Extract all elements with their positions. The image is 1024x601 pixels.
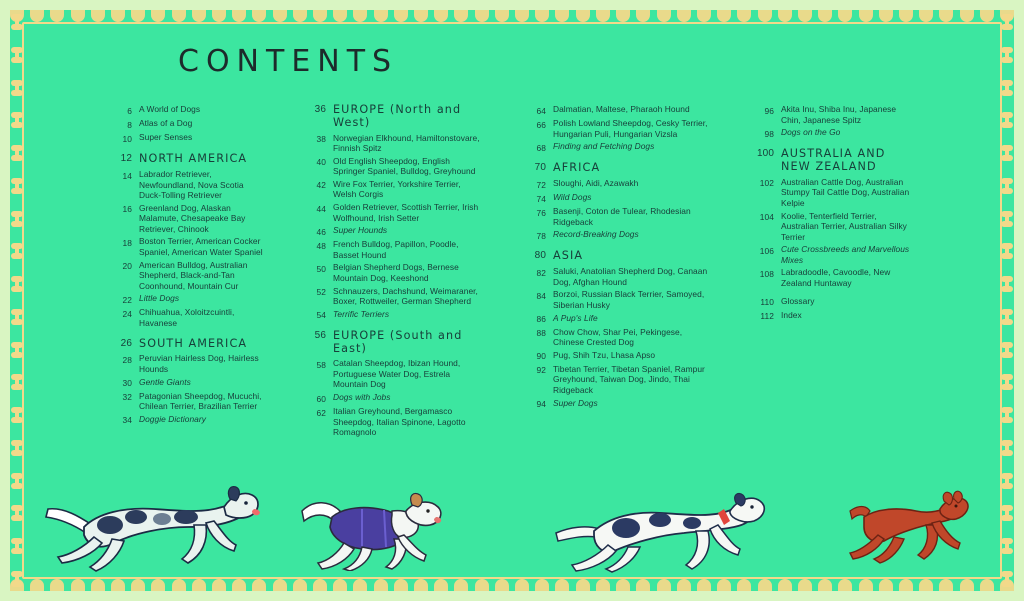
toc-entry[interactable] [112, 377, 264, 389]
toc-entry-label: Koolie, Tenterfield Terrier, Australian Terrier, Australian Silky Terrier [781, 210, 907, 242]
toc-entry-label: Norwegian Elkhound, Hamiltonstovare, Finnish Spitz [333, 132, 480, 154]
toc-page-number: 76 [536, 207, 546, 218]
great-dane-running-illustration [36, 473, 266, 573]
toc-entry[interactable] [526, 192, 712, 204]
toc-entry[interactable] [754, 244, 914, 265]
toc-entry[interactable] [526, 104, 712, 116]
toc-page-number: 82 [536, 267, 546, 278]
toc-page-number: 28 [122, 354, 132, 365]
toc-entry-label: American Bulldog, Australian Shepherd, Black-and-Tan Coonhound, Mountain Cur [139, 259, 248, 291]
toc-page-number: 62 [316, 407, 326, 418]
toc-entry[interactable] [526, 178, 712, 190]
toc-entry[interactable] [526, 118, 712, 139]
toc-page-number: 6 [127, 105, 132, 116]
toc-page-number: 22 [122, 294, 132, 305]
toc-entry[interactable] [754, 211, 914, 243]
toc-entry-label: Golden Retriever, Scottish Terrier, Irish Wolfhound, Irish Setter [333, 202, 479, 223]
toc-page-number: 90 [536, 351, 546, 362]
toc-entry[interactable] [526, 350, 712, 362]
toc-section-label: EUROPE (South and East) [333, 328, 463, 355]
toc-entry[interactable] [112, 391, 264, 412]
toc-entry-label: Akita Inu, Shiba Inu, Japanese Chin, Japanese Spitz [781, 104, 897, 125]
contents-columns [112, 104, 930, 440]
toc-page-number: 30 [122, 378, 132, 389]
toc-section-label: EUROPE (North and West) [333, 103, 462, 129]
toc-section-heading[interactable] [754, 148, 914, 174]
toc-page-number: 78 [536, 230, 546, 241]
toc-entry-label: Terrific Terriers [333, 308, 390, 319]
toc-entry[interactable] [306, 309, 484, 321]
toc-section-label: AUSTRALIA AND NEW ZEALAND [781, 147, 886, 173]
toc-page-number: 94 [536, 399, 546, 410]
toc-page-number: 72 [536, 179, 546, 190]
toc-page-number: 102 [759, 178, 774, 189]
border-scallops-bottom [10, 579, 1014, 591]
toc-section-heading[interactable] [112, 153, 264, 166]
toc-page-number: 50 [316, 263, 326, 274]
toc-entry-label: Gentle Giants [139, 376, 191, 387]
toc-page-number: 64 [536, 105, 546, 116]
greyhound-running-illustration [552, 483, 772, 573]
toc-page-number: 20 [122, 261, 132, 272]
toc-entry[interactable] [306, 133, 484, 154]
toc-entry-label: Wire Fox Terrier, Yorkshire Terrier, Welsh Corgis [333, 178, 461, 200]
toc-page-number: 68 [536, 142, 546, 153]
toc-entry[interactable] [754, 127, 914, 139]
toc-page-number: 88 [536, 328, 546, 339]
toc-page-number: 36 [314, 104, 326, 115]
contents-column-3 [526, 104, 712, 440]
toc-page-number: 84 [536, 290, 546, 301]
toc-entry[interactable] [526, 398, 712, 410]
toc-section-heading[interactable] [306, 104, 484, 130]
toc-entry[interactable] [306, 392, 484, 404]
toc-entry-label: Catalan Sheepdog, Ibizan Hound, Portuguese Water Dog, Estrela Mountain Dog [333, 358, 461, 390]
toc-entry-label: Glossary [781, 295, 815, 306]
toc-entry[interactable] [112, 236, 264, 257]
toc-page-number: 24 [122, 308, 132, 319]
toc-entry[interactable] [112, 414, 264, 426]
toc-entry[interactable] [526, 266, 712, 287]
toc-page-number: 16 [122, 204, 132, 215]
toc-page-number: 14 [122, 170, 132, 181]
toc-entry-label: Old English Sheepdog, English Springer Spaniel, Bulldog, Greyhound [333, 155, 476, 177]
toc-entry-label: Borzoi, Russian Black Terrier, Samoyed, Siberian Husky [553, 289, 705, 310]
toc-entry-label: Little Dogs [139, 293, 180, 304]
toc-entry[interactable] [526, 364, 712, 396]
toc-entry-label: Wild Dogs [553, 192, 592, 203]
toc-entry-label: Schnauzers, Dachshund, Weimaraner, Boxer, Rottweiler, German Shepherd [333, 285, 478, 307]
toc-page-number: 98 [764, 128, 774, 139]
toc-entry-label: Dalmatian, Maltese, Pharaoh Hound [553, 104, 690, 114]
toc-entry-label: Belgian Shepherd Dogs, Bernese Mountain Dog, Keeshond [333, 262, 459, 283]
toc-entry-label: Pug, Shih Tzu, Lhasa Apso [553, 349, 656, 360]
toc-entry-label: Super Hounds [333, 225, 388, 236]
toc-entry-label: Super Dogs [553, 397, 598, 408]
toc-entry[interactable] [112, 132, 264, 144]
toc-entry[interactable] [754, 104, 914, 125]
toc-page-number: 92 [536, 365, 546, 376]
toc-section-label: NORTH AMERICA [139, 152, 248, 166]
toc-entry-label: Labrador Retriever, Newfoundland, Nova Scotia Duck-Tolling Retriever [139, 169, 244, 201]
toc-entry[interactable] [112, 293, 264, 305]
toc-section-heading[interactable] [526, 162, 712, 175]
toc-entry[interactable] [754, 296, 914, 308]
toc-section-heading[interactable] [112, 338, 264, 351]
toc-section-label: AFRICA [553, 161, 601, 175]
toc-entry[interactable] [526, 327, 712, 348]
toc-entry-label: Atlas of a Dog [139, 118, 193, 129]
toc-entry[interactable] [306, 239, 484, 260]
toc-page-number: 58 [316, 359, 326, 370]
toc-page-number: 110 [760, 297, 774, 308]
toc-page-number: 52 [316, 287, 326, 298]
toc-page-number: 44 [316, 203, 326, 214]
toc-page-number: 74 [536, 193, 546, 204]
toc-page-number: 46 [316, 226, 326, 237]
toc-entry[interactable] [526, 313, 712, 325]
toc-entry[interactable] [306, 262, 484, 283]
toc-section-label: SOUTH AMERICA [139, 336, 248, 350]
border-scallops-top [10, 10, 1014, 22]
toc-page-number: 34 [122, 415, 132, 426]
toc-entry[interactable] [754, 177, 914, 209]
toc-entry[interactable] [112, 203, 264, 235]
toc-entry[interactable] [306, 179, 484, 200]
toc-entry-label: Italian Greyhound, Bergamasco Sheepdog, Italian Spinone, Lagotto Romagnolo [333, 406, 466, 438]
toc-entry-label: Chow Chow, Shar Pei, Pekingese, Chinese Crested Dog [553, 326, 683, 348]
toc-entry[interactable] [754, 310, 914, 322]
toc-entry-label: Labradoodle, Cavoodle, New Zealand Huntaway [781, 267, 891, 288]
contents-column-1 [112, 104, 264, 440]
toc-page-number: 26 [120, 337, 132, 349]
toc-entry-label: Dogs on the Go [781, 127, 841, 138]
collie-in-sweater-illustration [296, 481, 446, 571]
toc-page-number: 40 [316, 157, 326, 168]
toc-entry[interactable] [112, 104, 264, 116]
toc-entry[interactable] [526, 206, 712, 227]
toc-page-number: 10 [122, 133, 132, 144]
toc-entry-label: Index [781, 309, 802, 320]
toc-entry[interactable] [112, 169, 264, 201]
toc-entry-label: Boston Terrier, American Cocker Spaniel, American Water Spaniel [139, 236, 263, 258]
toc-entry-label: French Bulldog, Papillon, Poodle, Basset Hound [333, 239, 459, 260]
toc-entry-label: Doggie Dictionary [139, 413, 206, 424]
toc-page-number: 18 [122, 237, 132, 248]
toc-entry[interactable] [306, 225, 484, 237]
toc-page-number: 32 [122, 392, 132, 403]
toc-entry-label: Finding and Fetching Dogs [553, 141, 655, 152]
toc-page-number: 42 [316, 180, 326, 191]
toc-entry-label: Australian Cattle Dog, Australian Stumpy Tail Cattle Dog, Australian Kelpie [781, 176, 910, 208]
toc-entry[interactable] [754, 267, 914, 288]
toc-entry-label: Record-Breaking Dogs [553, 229, 639, 240]
page-title: CONTENTS [178, 44, 399, 79]
toc-page-number: 56 [314, 329, 326, 341]
toc-entry[interactable] [306, 202, 484, 223]
toc-entry-label: Polish Lowland Sheepdog, Cesky Terrier, Hungarian Puli, Hungarian Vizsla [553, 118, 708, 139]
toc-page-number: 96 [764, 105, 774, 116]
contents-column-2 [306, 104, 484, 440]
toc-entry-label: Chihuahua, Xoloitzcuintli, Havanese [139, 307, 235, 329]
toc-page-number: 86 [536, 314, 546, 325]
toc-page-number: 108 [759, 268, 774, 279]
toc-entry[interactable] [306, 286, 484, 307]
toc-entry-label: A World of Dogs [139, 104, 201, 114]
toc-entry-label: Cute Crossbreeds and Marvellous Mixes [781, 244, 910, 265]
toc-page-number: 60 [316, 393, 326, 404]
toc-page-number: 70 [534, 162, 546, 174]
contents-column-4 [754, 104, 914, 440]
toc-section-heading[interactable] [526, 250, 712, 263]
dog-illustrations [0, 439, 1024, 579]
toc-page-number: 54 [316, 310, 326, 321]
toc-page-number: 38 [316, 134, 326, 145]
toc-page-number: 106 [759, 245, 774, 256]
toc-page-number: 80 [534, 250, 546, 262]
toc-page-number: 48 [316, 240, 326, 251]
toc-entry[interactable] [526, 141, 712, 153]
toc-entry[interactable] [306, 156, 484, 177]
toc-page-number: 112 [760, 311, 774, 322]
toc-entry-label: Patagonian Sheepdog, Mucuchi, Chilean Terrier, Brazilian Terrier [139, 390, 262, 412]
toc-entry-label: Sloughi, Aidi, Azawakh [553, 178, 639, 189]
toc-entry-label: Greenland Dog, Alaskan Malamute, Chesapeake Bay Retriever, Chinook [139, 202, 246, 234]
toc-entry[interactable] [306, 406, 484, 438]
toc-page-number: 12 [120, 153, 132, 165]
toc-entry-label: Basenji, Coton de Tulear, Rhodesian Ridgeback [553, 206, 691, 227]
toc-entry-label: Super Senses [139, 132, 193, 143]
toc-entry-label: Tibetan Terrier, Tibetan Spaniel, Rampur Greyhound, Taiwan Dog, Jindo, Thai Ridgeback [553, 363, 705, 396]
toc-entry[interactable] [526, 289, 712, 310]
toc-entry[interactable] [112, 118, 264, 130]
toc-entry[interactable] [306, 358, 484, 390]
toc-entry-label: Saluki, Anatolian Shepherd Dog, Canaan Dog, Afghan Hound [553, 266, 708, 287]
toc-entry[interactable] [112, 260, 264, 292]
toc-page-number: 8 [127, 119, 132, 130]
toc-entry[interactable] [526, 229, 712, 241]
toc-entry-label: Dogs with Jobs [333, 392, 391, 403]
red-pinscher-running-illustration [840, 489, 970, 569]
toc-page-number: 104 [759, 212, 774, 222]
toc-entry-label: Peruvian Hairless Dog, Hairless Hounds [139, 353, 259, 374]
toc-entry[interactable] [112, 307, 264, 328]
toc-entry[interactable] [112, 353, 264, 374]
toc-page-number: 100 [757, 148, 774, 160]
toc-section-label: ASIA [553, 249, 584, 263]
toc-section-heading[interactable] [306, 330, 484, 356]
toc-entry-label: A Pup's Life [553, 312, 598, 323]
toc-page-number: 66 [536, 119, 546, 130]
